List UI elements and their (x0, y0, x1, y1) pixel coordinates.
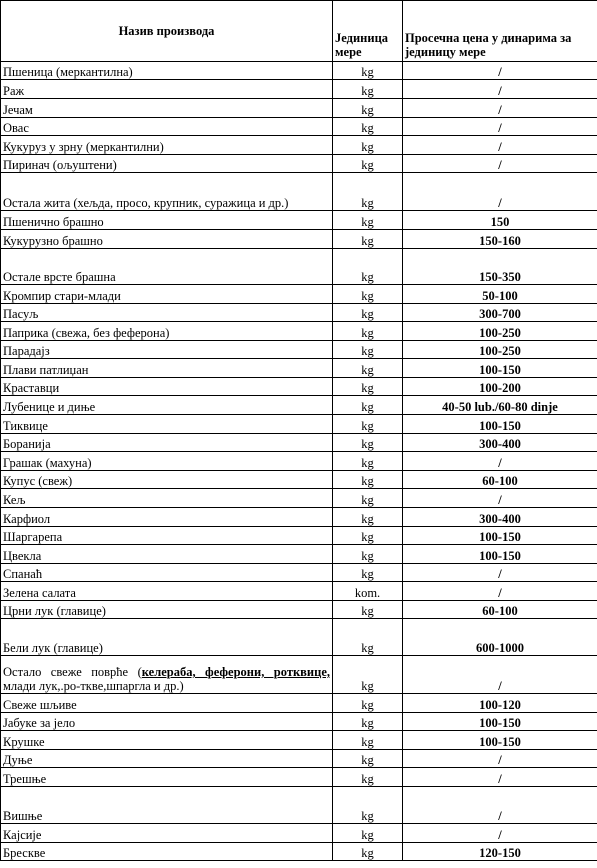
product-price: 100-150 (403, 415, 597, 434)
product-price: 600-1000 (403, 619, 597, 656)
header-unit: Јединица мере (333, 1, 403, 62)
product-price: 40-50 lub./60-80 dinje (403, 396, 597, 415)
table-row (1, 843, 597, 861)
table-row (1, 750, 597, 768)
product-unit: kg (333, 452, 403, 471)
table-row (1, 582, 597, 601)
product-price: 50-100 (403, 285, 597, 304)
product-unit: kg (333, 824, 403, 843)
product-unit: kg (333, 768, 403, 787)
product-name (1, 656, 333, 694)
product-name: Јечам (1, 99, 333, 118)
product-name: Бели лук (главице) (1, 619, 333, 656)
product-name: Спанаћ (1, 564, 333, 582)
table-row (1, 619, 597, 656)
product-name: Тиквице (1, 415, 333, 434)
product-unit: kg (333, 415, 403, 434)
product-unit: kg (333, 843, 403, 861)
product-unit: kg (333, 304, 403, 322)
header-product-name: Назив производа (1, 1, 333, 62)
product-unit: kg (333, 322, 403, 341)
product-name: Пасуљ (1, 304, 333, 322)
table-row (1, 471, 597, 489)
product-name-suffix: млади лук,.ро-ткве,шпаргла и др.) (3, 679, 184, 693)
table-row (1, 359, 597, 378)
header-price: Просечна цена у динарима за јединицу мере (403, 1, 597, 62)
product-unit: kg (333, 341, 403, 359)
product-name: Свеже шљиве (1, 694, 333, 713)
table-row (1, 601, 597, 619)
product-unit: kg (333, 434, 403, 452)
table-row (1, 118, 597, 136)
table-row (1, 415, 597, 434)
product-price: 100-150 (403, 545, 597, 564)
product-name-underlined: келераба, феферони, ротквице, (141, 665, 330, 679)
product-unit: kom. (333, 582, 403, 601)
product-name: Трешње (1, 768, 333, 787)
product-unit: kg (333, 750, 403, 768)
product-name: Пшенично брашно (1, 211, 333, 230)
product-unit: kg (333, 787, 403, 824)
table-row (1, 656, 597, 694)
product-price: 100-150 (403, 713, 597, 731)
table-row (1, 452, 597, 471)
product-name: Крушке (1, 731, 333, 750)
product-price: / (403, 564, 597, 582)
product-price: 150-160 (403, 230, 597, 249)
table-row (1, 396, 597, 415)
table-row (1, 434, 597, 452)
product-price: / (403, 155, 597, 173)
product-price: / (403, 824, 597, 843)
product-price: / (403, 582, 597, 601)
product-unit: kg (333, 378, 403, 396)
product-unit: kg (333, 118, 403, 136)
product-price: 100-150 (403, 527, 597, 545)
product-name: Бресквe (1, 843, 333, 861)
product-name: Лубенице и диње (1, 396, 333, 415)
product-price: / (403, 768, 597, 787)
table-row (1, 527, 597, 545)
product-unit: kg (333, 136, 403, 155)
table-row (1, 768, 597, 787)
table-row (1, 62, 597, 80)
table-row (1, 508, 597, 527)
product-name: Боранија (1, 434, 333, 452)
product-name: Остала жита (хељда, просо, крупник, суражица и др.) (1, 173, 333, 211)
product-name: Дуње (1, 750, 333, 768)
product-name: Купус (свеж) (1, 471, 333, 489)
product-name: Цвекла (1, 545, 333, 564)
product-price: 100-200 (403, 378, 597, 396)
product-price: 150 (403, 211, 597, 230)
product-name: Вишње (1, 787, 333, 824)
table-row (1, 80, 597, 99)
product-unit: kg (333, 694, 403, 713)
product-name: Раж (1, 80, 333, 99)
product-unit: kg (333, 155, 403, 173)
product-unit: kg (333, 545, 403, 564)
product-name: Пиринач (ољуштени) (1, 155, 333, 173)
product-price: 100-150 (403, 731, 597, 750)
product-unit: kg (333, 359, 403, 378)
product-name: Црни лук (главице) (1, 601, 333, 619)
product-price: 60-100 (403, 601, 597, 619)
table-row (1, 713, 597, 731)
table-row (1, 211, 597, 230)
product-price: / (403, 452, 597, 471)
product-unit: kg (333, 508, 403, 527)
product-price: / (403, 136, 597, 155)
table-row (1, 824, 597, 843)
product-price: 100-150 (403, 359, 597, 378)
product-unit: kg (333, 285, 403, 304)
product-price: 120-150 (403, 843, 597, 861)
product-price: / (403, 80, 597, 99)
product-price: / (403, 787, 597, 824)
table-row (1, 694, 597, 713)
product-name: Грашак (махуна) (1, 452, 333, 471)
product-unit: kg (333, 80, 403, 99)
product-price: 300-400 (403, 434, 597, 452)
table-row (1, 285, 597, 304)
product-name: Зелена салата (1, 582, 333, 601)
product-unit: kg (333, 471, 403, 489)
table-row (1, 322, 597, 341)
product-name: Кукуруз у зрну (меркантилни) (1, 136, 333, 155)
product-name: Кукурузно брашно (1, 230, 333, 249)
product-price: 300-700 (403, 304, 597, 322)
product-name: Пшеница (меркантилна) (1, 62, 333, 80)
product-name: Остале врсте брашна (1, 249, 333, 285)
table-row (1, 249, 597, 285)
product-price: / (403, 750, 597, 768)
product-price: / (403, 99, 597, 118)
table-row (1, 173, 597, 211)
table-row (1, 731, 597, 750)
product-unit: kg (333, 619, 403, 656)
product-price: / (403, 489, 597, 508)
product-price: 60-100 (403, 471, 597, 489)
product-unit: kg (333, 527, 403, 545)
product-unit: kg (333, 173, 403, 211)
product-unit: kg (333, 62, 403, 80)
product-unit: kg (333, 656, 403, 694)
product-price: 100-250 (403, 322, 597, 341)
product-name-prefix: Остало свеже поврће ( (3, 665, 142, 679)
product-price: 150-350 (403, 249, 597, 285)
product-unit: kg (333, 396, 403, 415)
product-price: 300-400 (403, 508, 597, 527)
product-name: Кајсије (1, 824, 333, 843)
table-row (1, 230, 597, 249)
table-row (1, 378, 597, 396)
table-row (1, 341, 597, 359)
product-unit: kg (333, 731, 403, 750)
product-name: Карфиол (1, 508, 333, 527)
product-name: Плави патлиџан (1, 359, 333, 378)
product-name: Кромпир стари-млади (1, 285, 333, 304)
product-unit: kg (333, 99, 403, 118)
product-unit: kg (333, 230, 403, 249)
product-unit: kg (333, 489, 403, 508)
product-unit: kg (333, 564, 403, 582)
table-row (1, 99, 597, 118)
product-name: Шаргарепа (1, 527, 333, 545)
table-row (1, 155, 597, 173)
table-row (1, 136, 597, 155)
product-name: Паприка (свежа, без феферона) (1, 322, 333, 341)
product-unit: kg (333, 211, 403, 230)
product-price: / (403, 62, 597, 80)
product-price: / (403, 656, 597, 694)
product-price: 100-250 (403, 341, 597, 359)
product-name: Овас (1, 118, 333, 136)
product-name: Кељ (1, 489, 333, 508)
product-price: 100-120 (403, 694, 597, 713)
product-unit: kg (333, 713, 403, 731)
product-name: Краставци (1, 378, 333, 396)
table-row (1, 304, 597, 322)
table-row (1, 545, 597, 564)
product-unit: kg (333, 601, 403, 619)
product-unit: kg (333, 249, 403, 285)
product-name: Јабуке за јело (1, 713, 333, 731)
product-price: / (403, 118, 597, 136)
product-price: / (403, 173, 597, 211)
table-header-row (1, 1, 597, 62)
table-row (1, 489, 597, 508)
table-row (1, 564, 597, 582)
product-name: Парадајз (1, 341, 333, 359)
table-row (1, 787, 597, 824)
